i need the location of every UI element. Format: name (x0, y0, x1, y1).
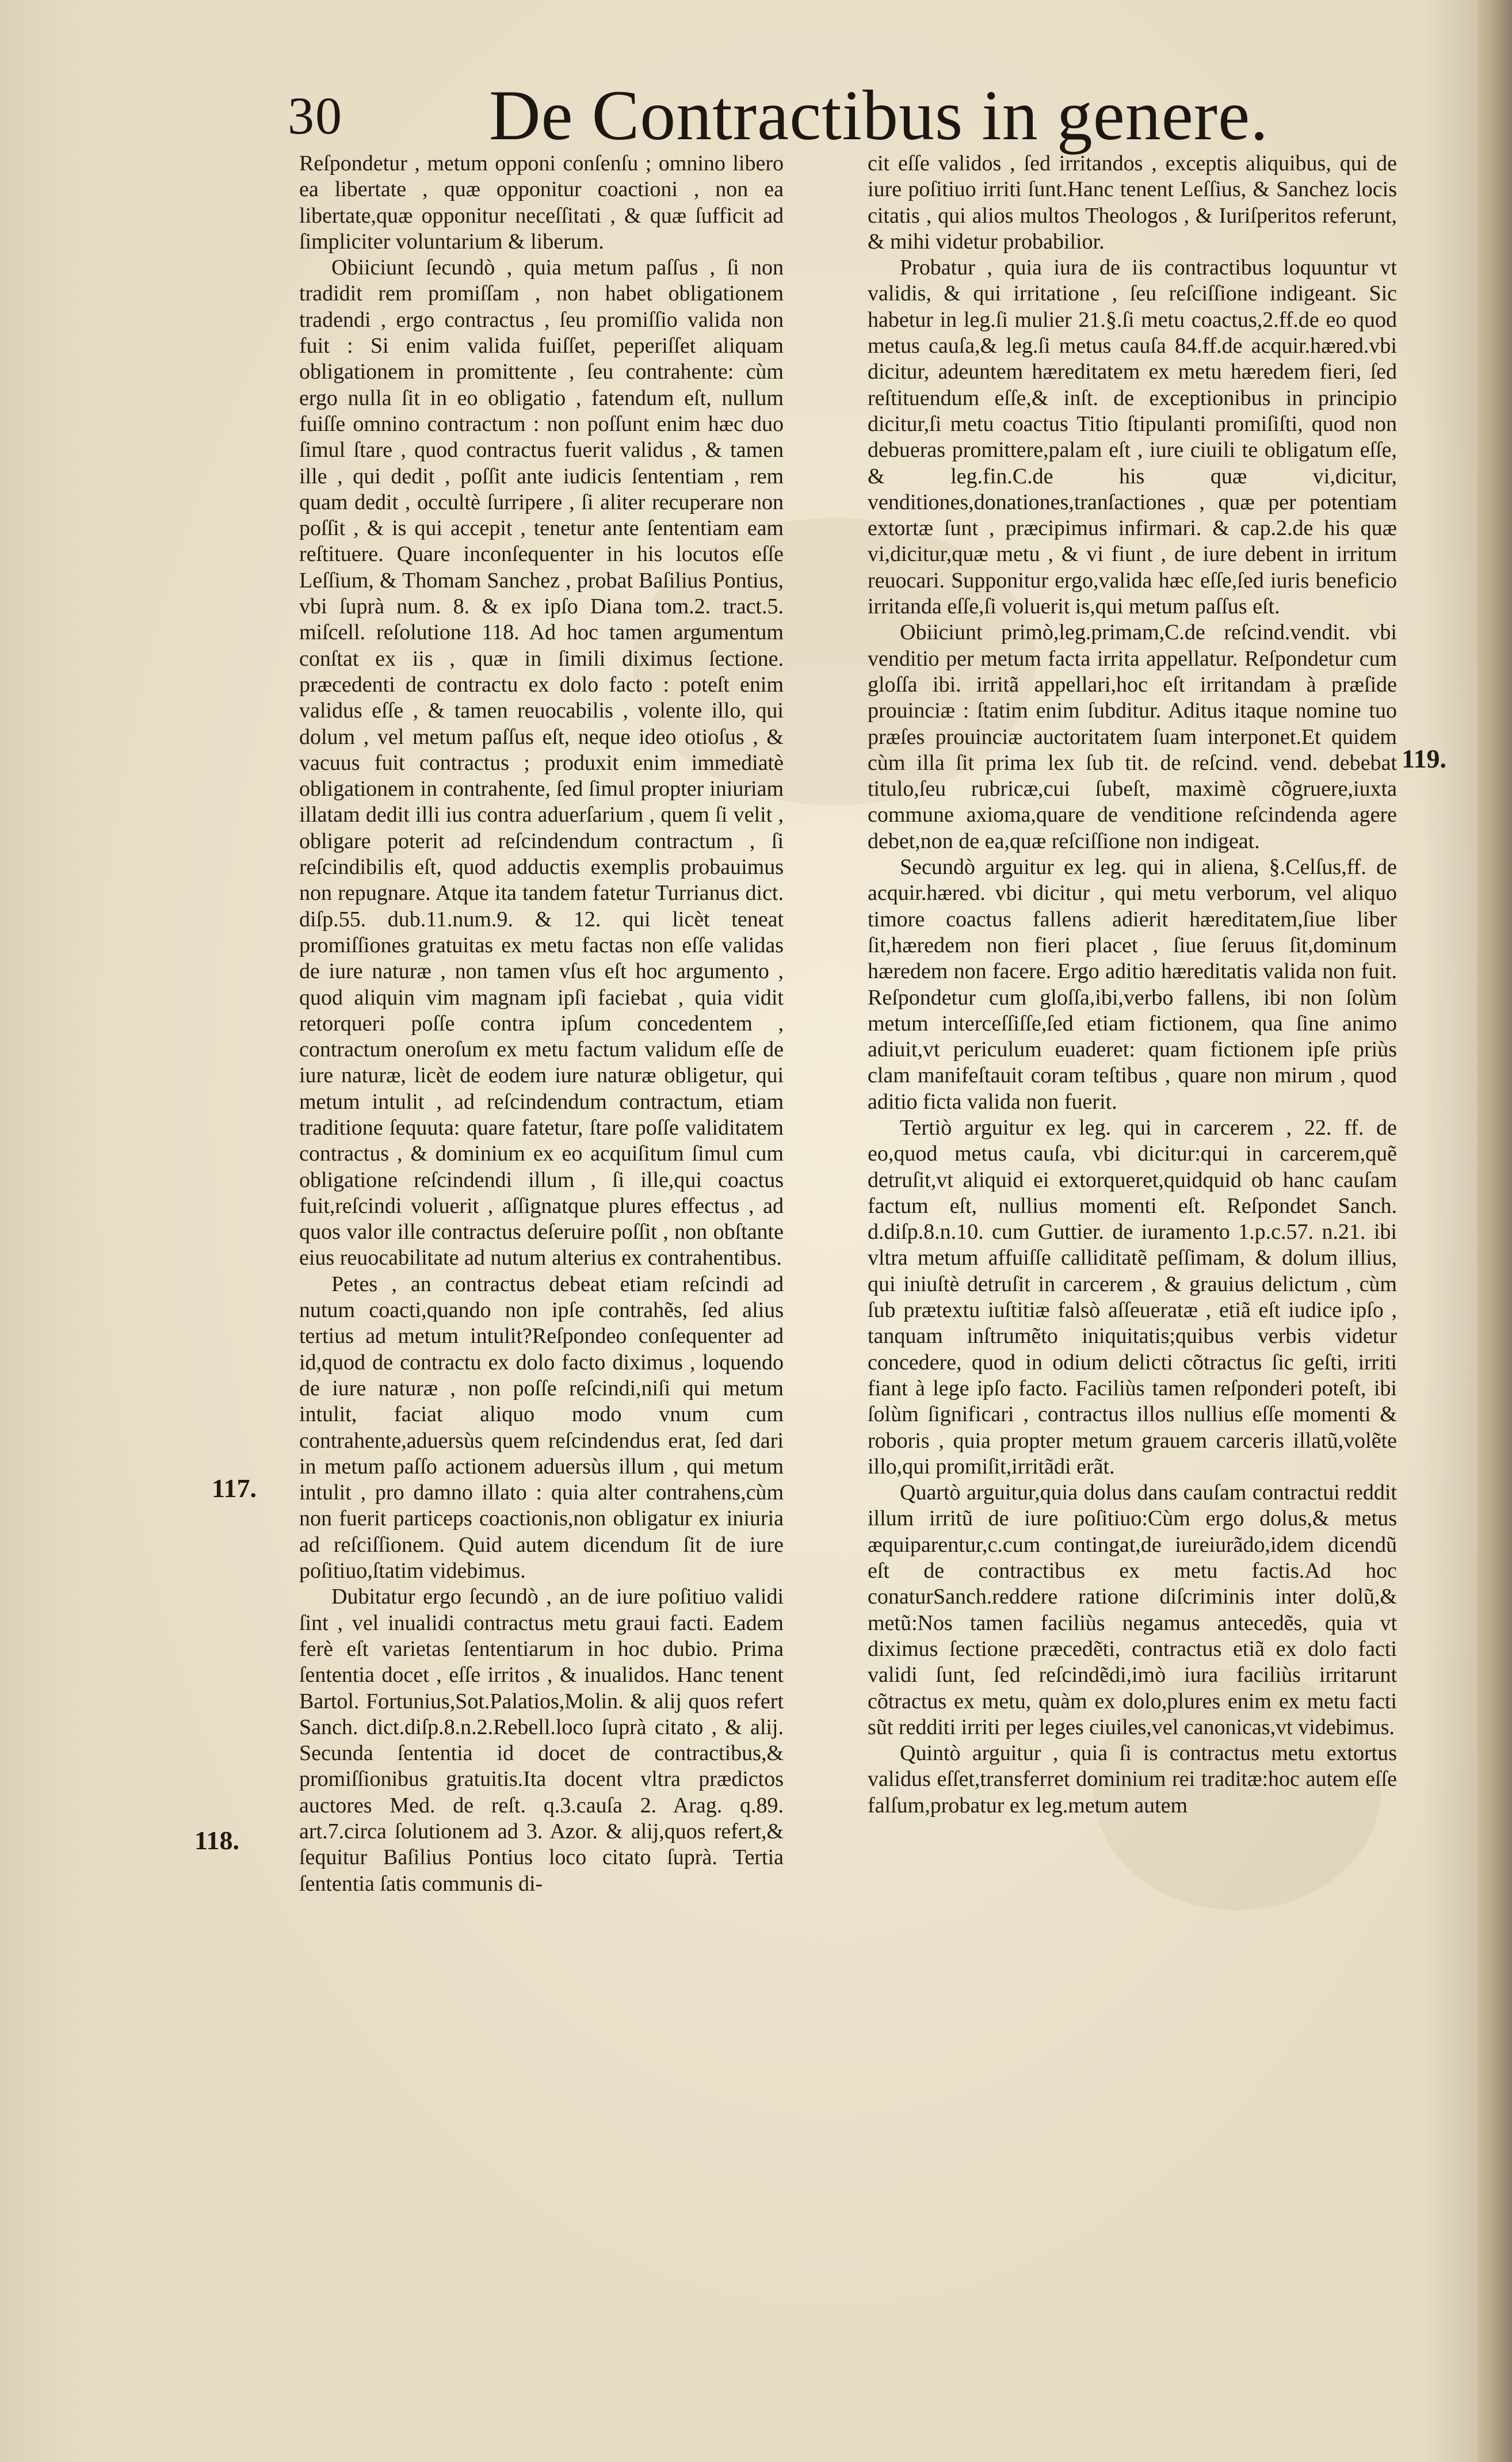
paragraph: cit eſſe validos , ſed irritandos , exceptis aliquibus, qui de iure poſitiuo irriti ſunt.Hanc tenent Leſſius, & Sanchez locis citatis , qui alios multos Theologos , & Iuriſperitos referunt, & mihi videtur probabilior. (868, 151, 1397, 254)
left-text-column (299, 151, 784, 1897)
paragraph: Quintò arguitur , quia ſi is contractus metu extortus validus eſſet,transferret dominium rei traditæ:hoc autem eſſe falſum,probatur ex leg.metum autem (868, 1741, 1397, 1818)
page-number: 30 (288, 86, 343, 145)
paragraph: Secundò arguitur ex leg. qui in aliena, §.Celſus,ff. de acquir.hæred. vbi dicitur , qui metu verborum, vel aliquo timore coactus fallens adierit hæreditatem,ſiue liber ſit,hæredem non fieri placet , ſiue ſeruus ſit,dominum hæredem non facere. Ergo aditio hæreditatis valida non fuit. Reſpondetur cum gloſſa,ibi,verbo fallens, ibi non ſolùm metum interceſſiſſe,ſed etiam fictionem, qua ſine animo adiuit,vt periculum euaderet: quam fictionem ipſe priùs clam manifeſtauit coram teſtibus , quare non mirum , quod aditio ficta valida non fuerit. (868, 855, 1397, 1114)
right-text-column (868, 151, 1397, 1819)
page-edge-shadow (1477, 0, 1512, 2462)
paragraph: Obiiciunt primò,leg.primam,C.de reſcind.vendit. vbi venditio per metum facta irrita appellatur. Reſpondetur cum gloſſa ibi. irritã appellari,hoc eſt irritandam à præſide prouinciæ : ſtatim enim ſubditur. Aditus itaque nomine tuo præſes prouinciæ auctoritatem ſuam interponet.Et quidem cùm illa ſit prima lex ſub tit. de reſcind. vend. debebat titulo,ſeu rubricæ,cui ſubeſt, maximè cõgruere,iuxta commune axioma,quare de venditione reſcindenda agere debet,non de ea,quæ reſciſſione non indigeat. (868, 620, 1397, 853)
paragraph: Dubitatur ergo ſecundò , an de iure poſitiuo validi ſint , vel inualidi contractus metu graui facti. Eadem ferè eſt varietas ſententiarum in hoc dubio. Prima ſententia docet , eſſe irritos , & inualidos. Hanc tenent Bartol. Fortunius,Sot.Palatios,Molin. & alij quos refert Sanch. dict.diſp.8.n.2.Rebell.loco ſuprà citato , & alij. Secunda ſententia id docet de contractibus,& promiſſionibus gratuitis.Ita docent vltra prædictos auctores Med. de reſt. q.3.cauſa 2. Arag. q.89. art.7.circa ſolutionem ad 3. Azor. & alij,quos refert,& ſequitur Baſilius Pontius loco citato ſuprà. Tertia ſententia ſatis communis di- (299, 1585, 784, 1896)
paragraph: Petes , an contractus debeat etiam reſcindi ad nutum coacti,quando non ipſe contrahẽs, ſed alius tertius ad metum intulit?Reſpondeo conſequenter ad id,quod de contractu ex dolo facto diximus , loquendo de iure naturæ , non poſſe reſcindi,niſi qui metum intulit, faciat aliquo modo vnum cum contrahente,aduersùs quem reſcindendus erat, ſed dari in metum paſſo actionem aduersùs illum , qui metum intulit , pro damno illato : quia alter contrahens,cùm non fuerit particeps coactionis,non obligatur ex iniuria ad reſciſſionem. Quid autem dicendum ſit de iure poſitiuo,ſtatim videbimus. (299, 1272, 784, 1583)
paragraph: Probatur , quia iura de iis contractibus loquuntur vt validis, & qui irritatione , ſeu reſciſſione indigeant. Sic habetur in leg.ſi mulier 21.§.ſi metu coactus,2.ff.de eo quod metus cauſa,& leg.ſi metus cauſa 84.ff.de acquir.hæred.vbi dicitur, adeuntem hæreditatem ex metu hæredem fieri, ſed reſtituendum eſſe,& inſt. de exceptionibus in principio dicitur,ſi metu coactus Titio ſtipulanti promiſiſti, quod non debueras promittere,palam eſt , iure ciuili te obligatum eſſe, & leg.fin.C.de his quæ vi,dicitur, venditiones,donationes,tranſactiones , quæ per potentiam extortæ ſunt , præcipimus infirmari. & cap.2.de his quæ vi,dicitur,quæ metu , & vi fiunt , de iure debent in irritum reuocari. Supponitur ergo,valida hæc eſſe,ſed iuris beneficio irritanda eſſe,ſi voluerit is,qui metum paſſus eſt. (868, 255, 1397, 619)
paragraph: Tertiò arguitur ex leg. qui in carcerem , 22. ff. de eo,quod metus cauſa, vbi dicitur:qui in carcerem,quẽ detruſit,vt aliquid ei extorqueret,quidquid ob hanc cauſam factum eſt, nullius momenti eſt. Reſpondet Sanch. d.diſp.8.n.10. cum Guttier. de iuramento 1.p.c.57. n.21. ibi vltra metum affuiſſe calliditatẽ peſſimam, & dolum illius, qui iniuſtè detruſit in carcerem , & grauius delictum , cùm ſub prætextu iuſtitiæ falsò aſſeueratæ , etiã eſt iudice ipſo , tanquam inſtrumẽto iniquitatis;quibus verbis videtur concedere, quod in odium delicti cõtractus ſic geſti, irriti fiant à lege ipſo facto. Faciliùs tamen reſponderi poteſt, ibi ſolùm ſignificari , contractus illos nullius eſſe momenti & roboris , quia propter metum grauem carceris illatũ,volẽte illo,qui promiſit,irritãdi erãt. (868, 1115, 1397, 1479)
margin-number: 119. (1402, 744, 1446, 773)
paragraph: Reſpondetur , metum opponi conſenſu ; omnino libero ea libertate , quæ opponitur coactioni , non ea libertate,quæ opponitur neceſſitati , & quæ ſufficit ad ſimpliciter voluntarium & liberum. (299, 151, 784, 254)
running-title: De Contractibus in genere. (489, 76, 1269, 155)
page-header (288, 69, 1269, 161)
margin-number: 117. (212, 1474, 257, 1503)
paragraph: Quartò arguitur,quia dolus dans cauſam contractui reddit illum irritũ de iure poſitiuo:Cùm ergo dolus,& metus æquiparentur,c.cum contingat,de iureiurãdo,idem dicendũ eſt de contractibus ex metu factis.Ad hoc conaturSanch.reddere ratione diſcriminis inter dolũ,& metũ:Nos tamen faciliùs negamus antecedẽs, quia vt diximus ſectione præcedẽti, contractus etiã ex dolo facti validi ſunt, ſed reſcindẽdi,imò iura faciliùs irritarunt cõtractus ex metu, quàm ex dolo,plures enim ex metu facti sũt redditi irriti per leges ciuiles,vel canonicas,vt videbimus. (868, 1480, 1397, 1739)
paragraph: Obiiciunt ſecundò , quia metum paſſus , ſi non tradidit rem promiſſam , non habet obligationem tradendi , ergo contractus , ſeu promiſſio valida non fuit : Si enim valida fuiſſet, peperiſſet aliquam obligationem in promittente , ſeu contrahente: cùm ergo nulla ſit in eo obligatio , fatendum eſt, nullum fuiſſe omnino contractum : non poſſunt enim hæc duo ſimul ſtare , quod contractus fuerit validus , & tamen ille , qui dedit , poſſit ante iudicis ſententiam , rem quam dedit , occultè ſurripere , ſi aliter recuperare non poſſit , & is qui accepit , tenetur ante ſententiam eam reſtituere. Quare inconſequenter in his locutos eſſe Leſſium, & Thomam Sanchez , probat Baſilius Pontius, vbi ſuprà num. 8. & ex ipſo Diana tom.2. tract.5. miſcell. reſolutione 118. Ad hoc tamen argumentum conſtat ex iis , quæ in ſimili diximus ſectione. præcedenti de contractu ex dolo facto : poteſt enim validus eſſe , & tamen reuocabilis , volente illo, qui dolum , vel metum paſſus eſt, neque ideo otioſus , & vacuus fuit contractus ; produxit enim immediatè obligationem in contrahente, ſed ſimul propter iniuriam illatam dedit illi ius contra aduerſarium , quem ſi velit , obligare poterit ad reſcindendum contractum , ſi reſcindibilis eſt, quod adductis exemplis probauimus non repugnare. Atque ita tandem fatetur Turrianus dict. diſp.55. dub.11.num.9. & 12. qui licèt teneat promiſſiones gratuitas ex metu factas non eſſe validas de iure naturæ , non tamen vſus eſt hoc argumento , quod aliquin vim magnam ipſi faciebat , quia vidit retorqueri poſſe contra ipſum concedentem , contractum oneroſum ex metu factum validum eſſe de iure naturæ, licèt de eodem iure naturæ obligetur, qui metum intulit , ad reſcindendum contractum, etiam traditione ſequuta: quare fatetur, ſtare poſſe validitatem contractus , & dominium ex eo acquiſitum ſimul cum obligatione reſcindendi illum , ſi ille,qui coactus fuit,reſcindi voluerit , aſſignatque plures effectus , ad quos valor ille contractus deſeruire poſſit , non obſtante eius reuocabilitate ad nutum alterius ex contrahentibus. (299, 255, 784, 1270)
margin-number: 118. (194, 1826, 239, 1855)
